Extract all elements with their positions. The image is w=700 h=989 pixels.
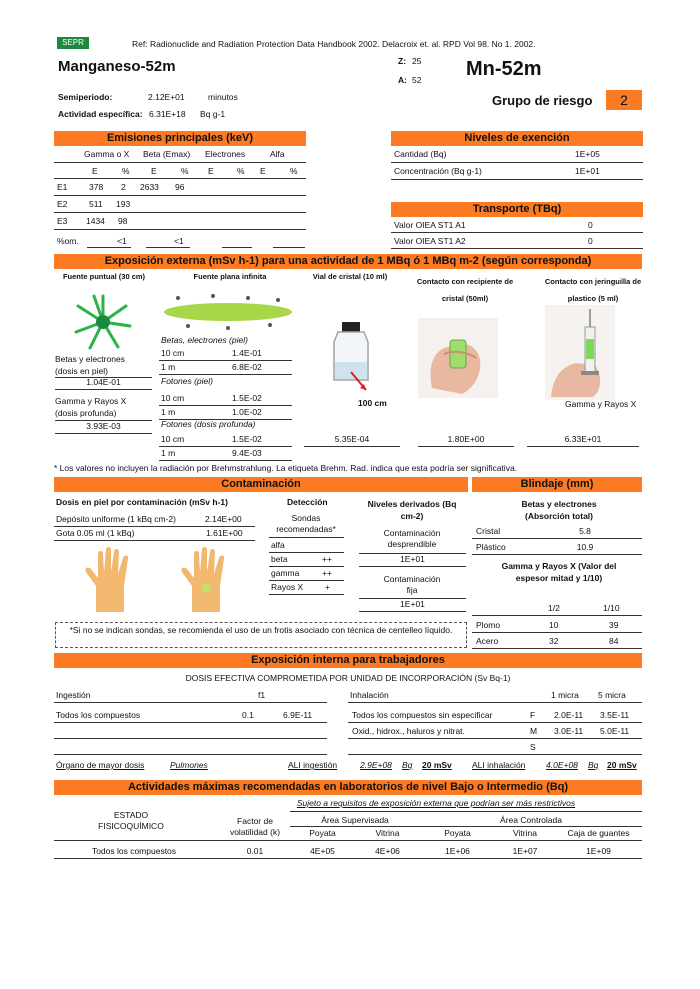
ingestion-row-f1: 0.1	[242, 710, 254, 720]
sub-e: E	[260, 166, 266, 176]
ali-ingestion-value: 2.9E+08	[360, 760, 392, 770]
shield-lead-tenth: 39	[609, 620, 619, 630]
shield-steel-half: 32	[549, 636, 559, 646]
risk-group-value: 2	[606, 90, 642, 110]
exemption-quantity-value: 1E+05	[575, 149, 600, 159]
reference: Ref: Radionuclide and Radiation Protection Data Handbook 2002. Delacroix et. al. RPD Vol 98. No 1. 2002.	[132, 39, 536, 49]
detection-title: Detección	[287, 497, 328, 507]
inhalation-row1-v1: 2.0E-11	[554, 710, 584, 720]
ingestion-row-label: Todos los compuestos	[56, 710, 141, 720]
lab-subject-note: Sujeto a requisitos de exposición externa que podrían ser más restrictivos	[296, 798, 576, 808]
uniform-deposit-label: Depósito uniforme (1 kBq cm-2)	[56, 514, 176, 524]
probe-gamma-mark: ++	[322, 568, 332, 578]
derived-levels-title: Niveles derivados (Bq cm-2)	[367, 499, 457, 521]
shielding-header: Blindaje (mm)	[472, 477, 642, 492]
internal-subtitle: DOSIS EFECTIVA COMPROMETIDA POR UNIDAD DE INCORPORACIÓN (Sv Bq-1)	[185, 673, 511, 683]
ali-inhalation-dose: 20 mSv	[607, 760, 637, 770]
inhalation-row2-type: M	[530, 726, 538, 736]
container-value: 1.80E+00	[447, 434, 485, 444]
beta-skin-label: Betas y electrones (dosis en piel)	[55, 354, 125, 376]
plane-photon-deep-d2: 1 m	[161, 448, 176, 458]
transport-a1-label: Valor OIEA ST1 A1	[394, 220, 466, 230]
exemption-concentration-value: 1E+01	[575, 166, 600, 176]
plane-photon-skin-d1: 10 cm	[161, 393, 185, 403]
vial-icon	[322, 318, 382, 398]
shield-plastic-value: 10.9	[576, 542, 594, 552]
syringe-icon	[545, 305, 615, 400]
probe-xray: Rayos X	[271, 582, 304, 592]
gamma-deep-label: Gamma y Rayos X (dosis profunda)	[55, 396, 127, 418]
contamination-note: *Si no se indican sondas, se recomienda el uso de un frotis asociado con técnica de centelleo líquido.	[55, 622, 467, 648]
lab-col-vitrina-s: Vitrina	[375, 828, 400, 838]
f1-label: f1	[258, 690, 266, 700]
sub-e: E	[208, 166, 214, 176]
specific-activity-label: Actividad específica:	[58, 109, 143, 119]
lab-value: 1E+06	[445, 846, 470, 856]
col-electrons: Electrones	[205, 149, 246, 159]
point-source-icon	[68, 292, 138, 352]
emission-value: 1434	[86, 216, 105, 226]
prom-label: %om.	[57, 236, 79, 246]
removable-value: 1E+01	[400, 554, 425, 564]
inhalation-row1-label: Todos los compuestos sin especificar	[352, 710, 493, 720]
lab-row-k: 0.01	[246, 846, 264, 856]
row-label-e3: E3	[57, 216, 68, 226]
ingestion-row-value: 6.9E-11	[283, 710, 313, 720]
z-label: Z:	[398, 56, 407, 66]
plane-photon-skin-title: Fotones (piel)	[161, 376, 213, 386]
probe-xray-mark: +	[325, 582, 330, 592]
external-note: * Los valores no incluyen la radiación por Brehmstrahlung. La etiqueta Brehm. Rad. indica que esta podría ser significativa.	[54, 463, 518, 473]
specific-activity-value: 6.31E+18	[149, 109, 186, 119]
shield-beta-title: Betas y electrones (Absorción total)	[521, 499, 597, 521]
emission-value: 96	[175, 182, 185, 192]
inhalation-row2-v1: 3.0E-11	[554, 726, 584, 736]
drop-label: Gota 0.05 ml (1 kBq)	[56, 528, 135, 538]
fixed-label: Contaminación fija	[383, 574, 441, 595]
row-label-e1: E1	[57, 182, 68, 192]
lab-value: 4E+06	[375, 846, 400, 856]
col-vial: Vial de cristal (10 ml)	[312, 272, 388, 281]
lab-supervised: Área Supervisada	[321, 815, 389, 825]
probe-beta: beta	[271, 554, 288, 564]
shield-glass-label: Cristal	[476, 526, 501, 536]
skin-dose-title: Dosis en piel por contaminación (mSv h-1)	[56, 497, 228, 507]
emission-value: 511	[89, 199, 103, 209]
emission-value: 98	[118, 216, 128, 226]
emission-value: 378	[89, 182, 104, 192]
plane-beta-d2: 1 m	[161, 362, 176, 372]
exemption-quantity-label: Cantidad (Bq)	[394, 149, 447, 159]
lab-col-vitrina-c: Vitrina	[513, 828, 537, 838]
sub-e: E	[92, 166, 98, 176]
inhalation-row2-v5: 5.0E-11	[600, 726, 630, 736]
shield-lead-label: Plomo	[476, 620, 501, 630]
vial-value: 5.35E-04	[334, 434, 370, 444]
nuclide-name: Manganeso-52m	[58, 58, 176, 75]
lab-col-glovebox: Caja de guantes	[567, 828, 630, 838]
shield-plastic-label: Plástico	[476, 542, 506, 552]
ali-inhalation-value: 4.0E+08	[546, 760, 578, 770]
plane-photon-deep-d1: 10 cm	[161, 434, 185, 444]
shield-glass-value: 5.8	[579, 526, 591, 536]
sub-pct: %	[122, 166, 130, 176]
transport-a2-value: 0	[588, 236, 593, 246]
plane-beta-v2: 6.8E-02	[232, 362, 262, 372]
col-alfa: Alfa	[270, 149, 285, 159]
ali-inhalation-unit: Bq	[588, 760, 599, 770]
shield-gamma-title: Gamma y Rayos X (Valor del espesor mitad y 1/10)	[501, 561, 617, 583]
ali-ingestion-unit: Bq	[402, 760, 413, 770]
gamma-deep-value: 3.93E-03	[86, 421, 121, 431]
row-label-e2: E2	[57, 199, 68, 209]
ali-ingestion-dose: 20 mSv	[422, 760, 452, 770]
lab-controlled: Área Controlada	[500, 815, 562, 825]
lab-col-poyata-c: Poyata	[444, 828, 471, 838]
removable-label: Contaminación desprendible	[383, 528, 441, 549]
inhalation-row3-type: S	[530, 742, 536, 752]
inhalation-row2-label: Oxid., hidrox., haluros y nitrat.	[352, 726, 465, 736]
plane-photon-deep-v2: 9.4E-03	[232, 448, 262, 458]
organ-value: Pulmones	[170, 760, 208, 770]
emission-value: 2	[121, 182, 126, 192]
plane-photon-skin-v2: 1.0E-02	[232, 407, 262, 417]
shield-col-half: 1/2	[548, 603, 560, 613]
emission-value: 2633	[140, 182, 159, 192]
nuclide-symbol: Mn-52m	[466, 58, 542, 80]
inhalation-5micron: 5 micra	[598, 690, 626, 700]
col-syringe: Contacto con jeringuilla de plastico (5 ml)	[544, 277, 642, 303]
lab-row-state: Todos los compuestos	[91, 846, 177, 856]
half-life-unit: minutos	[208, 92, 238, 102]
shield-col-tenth: 1/10	[603, 603, 620, 613]
col-gamma: Gamma o X	[84, 149, 130, 159]
prom-beta: <1	[174, 236, 184, 246]
detection-sub: Sondas recomendadas*	[276, 513, 336, 534]
plane-beta-d1: 10 cm	[161, 348, 185, 358]
transport-header: Transporte (TBq)	[391, 202, 643, 217]
col-plane-source: Fuente plana infinita	[193, 272, 267, 281]
external-exposure-header: Exposición externa (mSv h-1) para una actividad de 1 MBq ó 1 MBq m-2 (según corresponda)	[54, 254, 642, 269]
hand-drop-icon	[178, 546, 236, 614]
organ-label: Órgano de mayor dosis	[56, 760, 145, 770]
plane-photon-skin-v1: 1.5E-02	[232, 393, 262, 403]
sub-e: E	[151, 166, 157, 176]
lab-value: 1E+07	[512, 846, 538, 856]
hand-uniform-icon	[82, 546, 140, 614]
col-container: Contacto con recipiente de cristal (50ml)	[416, 277, 514, 303]
vial-distance: 100 cm	[358, 398, 387, 408]
internal-exposure-header: Exposición interna para trabajadores	[54, 653, 642, 668]
specific-activity-unit: Bq g-1	[200, 109, 226, 119]
shield-steel-tenth: 84	[609, 636, 619, 646]
probe-beta-mark: ++	[322, 554, 332, 564]
transport-a2-label: Valor OIEA ST1 A2	[394, 236, 466, 246]
lab-volatility-label: Factor de volatilidad (k)	[229, 816, 281, 837]
inhalation-row1-v5: 3.5E-11	[600, 710, 630, 720]
plane-beta-title: Betas, electrones (piel)	[161, 335, 248, 345]
col-beta: Beta (Emax)	[143, 149, 191, 159]
uniform-deposit-value: 2.14E+00	[205, 514, 242, 524]
shield-steel-label: Acero	[476, 636, 499, 646]
plane-photon-deep-v1: 1.5E-02	[232, 434, 262, 444]
half-life-label: Semiperiodo:	[58, 92, 113, 102]
lab-value: 1E+09	[586, 846, 611, 856]
transport-a1-value: 0	[588, 220, 593, 230]
half-life-value: 2.12E+01	[148, 92, 185, 102]
prom-gamma: <1	[117, 236, 127, 246]
lab-value: 4E+05	[310, 846, 335, 856]
contamination-header: Contaminación	[54, 477, 468, 492]
inhalation-label: Inhalación	[350, 690, 389, 700]
syringe-gamma-label: Gamma y Rayos X	[565, 399, 637, 409]
ali-inhalation-label: ALI inhalación	[472, 760, 526, 770]
lab-activities-header: Actividades máximas recomendadas en laboratorios de nivel Bajo o Intermedio (Bq)	[54, 780, 642, 795]
drop-value: 1.61E+00	[206, 528, 243, 538]
plane-photon-deep-title: Fotones (dosis profunda)	[161, 419, 256, 429]
fixed-value: 1E+01	[400, 599, 425, 609]
beta-skin-value: 1.04E-01	[86, 377, 121, 387]
a-value: 52	[412, 75, 422, 85]
syringe-value: 6.33E+01	[564, 434, 602, 444]
sub-pct: %	[237, 166, 245, 176]
risk-group-label: Grupo de riesgo	[492, 93, 593, 108]
sepr-badge: SEPR	[57, 37, 89, 49]
a-label: A:	[398, 75, 407, 85]
sub-pct: %	[290, 166, 298, 176]
shield-lead-half: 10	[549, 620, 559, 630]
emissions-header: Emisiones principales (keV)	[54, 131, 306, 146]
exemption-concentration-label: Concentración (Bq g-1)	[394, 166, 482, 176]
ali-ingestion-label: ALI ingestión	[288, 760, 338, 770]
inhalation-row1-type: F	[530, 710, 536, 720]
container-hand-icon	[418, 318, 498, 398]
col-point-source: Fuente puntual (30 cm)	[62, 272, 146, 281]
exemption-header: Niveles de exención	[391, 131, 643, 146]
probe-gamma: gamma	[271, 568, 300, 578]
lab-col-poyata-s: Poyata	[309, 828, 336, 838]
probe-alfa: alfa	[271, 540, 285, 550]
ingestion-label: Ingestión	[56, 690, 91, 700]
plane-source-icon	[158, 292, 298, 332]
plane-beta-v1: 1.4E-01	[232, 348, 262, 358]
plane-photon-skin-d2: 1 m	[161, 407, 176, 417]
z-value: 25	[412, 56, 422, 66]
inhalation-1micron: 1 micra	[551, 690, 579, 700]
lab-state-label: ESTADO FISICOQUÍMICO	[98, 810, 164, 831]
emission-value: 193	[116, 199, 131, 209]
sub-pct: %	[181, 166, 189, 176]
